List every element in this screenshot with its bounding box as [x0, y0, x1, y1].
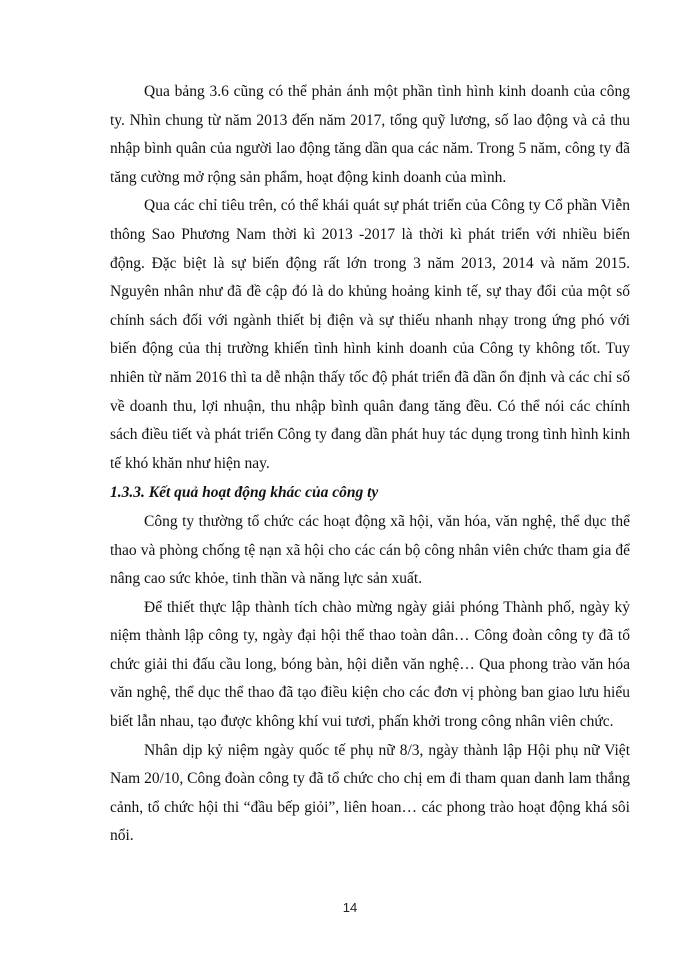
paragraph-development-overview: Qua các chỉ tiêu trên, có thể khái quát sự phát triển của Công ty Cổ phần Viễn thông Sao Phương Nam thời kì 2013 -2017 là thời kì phát triển với nhiều biến động. Đặc biệt là sự biến động rất lớn trong 3 năm 2013, 2014 và năm 2015. Nguyên nhân như đã đề cập đó là do khủng hoảng kinh tế, sự thay đổi của một số chính sách đối với ngành thiết bị điện và sự thiếu nhanh nhạy trong ứng phó với biến động của thị trường khiến tình hình kinh doanh của Công ty không tốt. Tuy nhiên từ năm 2016 thì ta dễ nhận thấy tốc độ phát triển đã dần ổn định và các chỉ số về doanh thu, lợi nhuận, thu nhập bình quân đang tăng đều. Có thể nói các chính sách điều tiết và phát triển Công ty đang dần phát huy tác dụng trong tình hình kinh tế khó khăn như hiện nay.	[110, 197, 630, 472]
paragraph-women-day: Nhân dịp kỷ niệm ngày quốc tế phụ nữ 8/3, ngày thành lập Hội phụ nữ Việt Nam 20/10, Công đoàn công ty đã tổ chức cho chị em đi tham quan danh lam thắng cảnh, tổ chức hội thi “đầu bếp giỏi”, liên hoan… các phong trào hoạt động khá sôi nổi.	[110, 741, 630, 845]
page-number: 14	[342, 900, 358, 915]
paragraph-social-activities: Công ty thường tổ chức các hoạt động xã hội, văn hóa, văn nghệ, thể dục thể thao và phòng chống tệ nạn xã hội cho các cán bộ công nhân viên chức tham gia để nâng cao sức khỏe, tinh thần và năng lực sản xuất.	[110, 512, 630, 588]
paragraph-sports-culture: Để thiết thực lập thành tích chào mừng ngày giải phóng Thành phố, ngày kỷ niệm thành lập công ty, ngày đại hội thể thao toàn dân… Công đoàn công ty đã tổ chức giải thi đấu cầu long, bóng bàn, hội diễn văn nghệ… Qua phong trào văn hóa văn nghệ, thể dục thể thao đã tạo điều kiện cho các đơn vị phòng ban giao lưu hiểu biết lẫn nhau, tạo được không khí vui tươi, phấn khởi trong công nhân viên chức.	[110, 598, 630, 731]
paragraph-salary-summary: Qua bảng 3.6 cũng có thể phản ánh một phần tình hình kinh doanh của công ty. Nhìn chung từ năm 2013 đến năm 2017, tổng quỹ lương, số lao động và cả thu nhập bình quân của người lao động tăng dần qua các năm. Trong 5 năm, công ty đã tăng cường mở rộng sản phẩm, hoạt động kinh doanh của mình.	[110, 83, 630, 186]
section-heading: 1.3.3. Kết quả hoạt động khác của công ty	[110, 484, 379, 502]
document-body	[110, 78, 630, 851]
